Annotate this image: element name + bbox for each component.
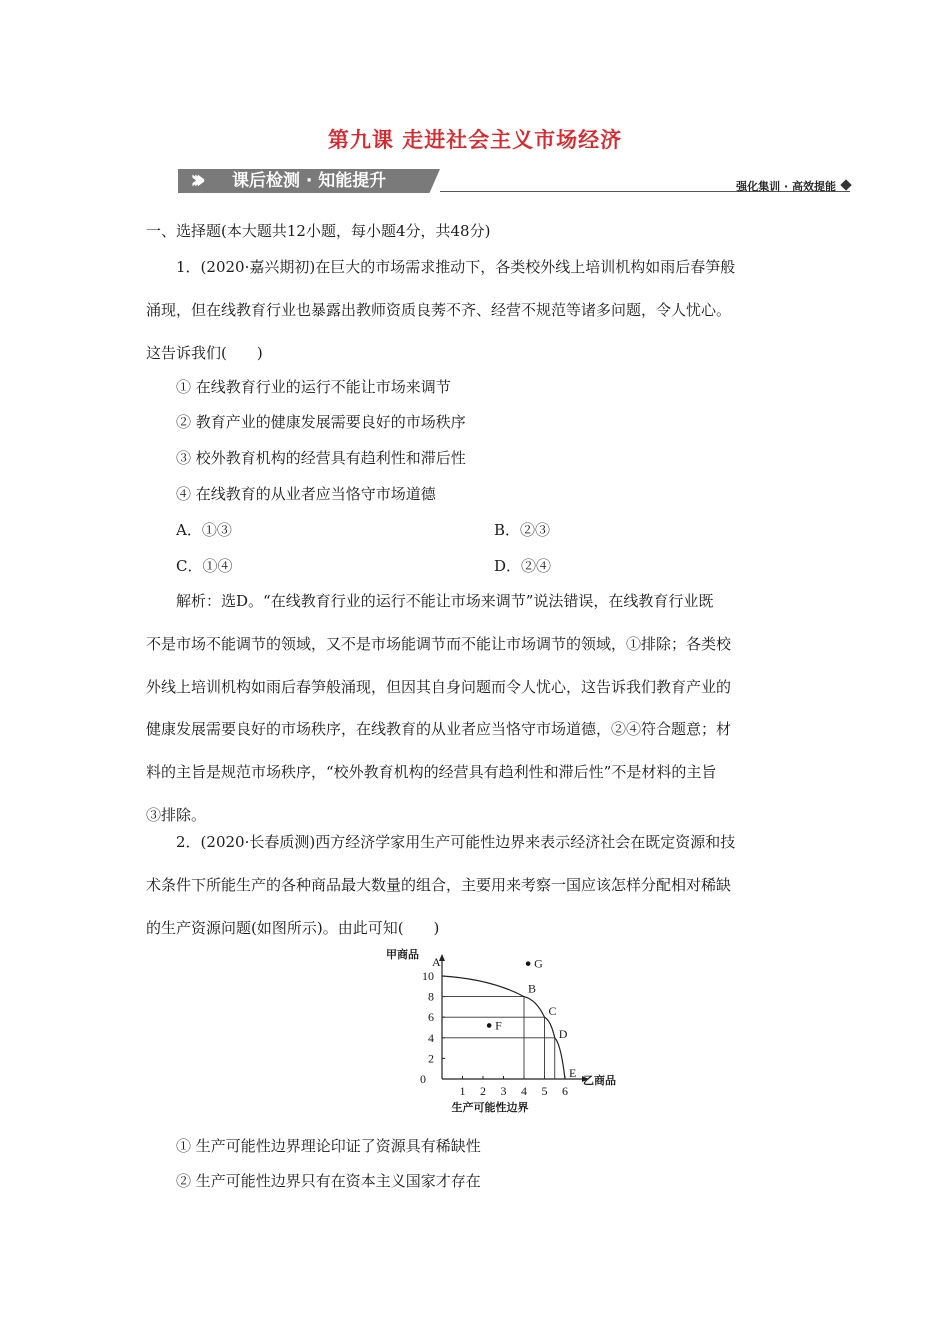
chart-caption: 生产可能性边界 (451, 1101, 529, 1114)
q2-line-3: 的生产资源问题(如图所示)。由此可知( ) (146, 919, 440, 937)
banner-left-text: 课后检测 · 知能提升 (232, 171, 387, 191)
q2-item-2: ② 生产可能性边界只有在资本主义国家才存在 (176, 1172, 481, 1190)
point-label-g: G (534, 956, 543, 971)
ppf-svg (380, 940, 616, 1114)
q1-item-3: ③ 校外教育机构的经营具有趋利性和滞后性 (176, 449, 466, 467)
q1-option-d: D．②④ (494, 557, 552, 575)
y-axis-title: 甲商品 (386, 948, 419, 961)
point-label-c: C (548, 1004, 557, 1019)
origin-label: 0 (420, 1072, 426, 1086)
x-tick-label: 5 (541, 1084, 548, 1098)
point-label-d: D (558, 1026, 568, 1041)
q1-item-2: ② 教育产业的健康发展需要良好的市场秩序 (176, 413, 466, 431)
x-tick-label: 3 (500, 1084, 507, 1098)
x-tick-label: 6 (562, 1084, 568, 1098)
chevron-right-icon: ››› (190, 165, 199, 195)
point-g (526, 961, 531, 966)
q1-analysis-5: 料的主旨是规范市场秩序，“校外教育机构的经营具有趋利性和滞后性”不是材料的主旨 (146, 763, 717, 781)
x-axis-title: 乙商品 (583, 1074, 616, 1087)
q1-analysis-6: ③排除。 (146, 806, 207, 824)
y-tick-label: 4 (428, 1030, 434, 1045)
q2-line-2: 术条件下所能生产的各种商品最大数量的组合，主要用来考察一国应该怎样分配相对稀缺 (146, 876, 732, 894)
q1-item-1: ① 在线教育行业的运行不能让市场来调节 (176, 378, 451, 396)
q1-option-c: C．①④ (176, 557, 233, 575)
ppf-chart (380, 940, 616, 1114)
point-f (487, 1023, 492, 1028)
q1-analysis-3: 外线上培训机构如雨后春笋般涌现，但因其自身问题而令人忧心，这告诉我们教育产业的 (146, 678, 732, 696)
diamond-icon (840, 179, 851, 190)
y-tick-label: 8 (428, 989, 434, 1004)
section-heading: 一、选择题(本大题共12小题，每小题4分，共48分) (146, 222, 491, 240)
q2-item-1: ① 生产可能性边界理论印证了资源具有稀缺性 (176, 1137, 481, 1155)
point-label-b: B (528, 981, 537, 996)
ppf-curve (442, 976, 565, 1079)
point-label-f: F (495, 1018, 502, 1033)
page-title: 第九课 走进社会主义市场经济 (327, 128, 623, 152)
q1-line-2: 涌现，但在线教育行业也暴露出教师资质良莠不齐、经营不规范等诸多问题，令人忧心。 (146, 301, 732, 319)
y-tick-label: 10 (422, 969, 434, 983)
q2-line-1: 2．(2020·长春质测)西方经济学家用生产可能性边界来表示经济社会在既定资源和技 (176, 833, 736, 851)
point-label-e: E (569, 1066, 577, 1080)
section-banner (178, 166, 850, 196)
y-tick-label: 2 (428, 1051, 434, 1066)
q1-analysis-1: 解析：选D。“在线教育行业的运行不能让市场来调节”说法错误，在线教育行业既 (176, 592, 714, 610)
q1-analysis-4: 健康发展需要良好的市场秩序，在线教育的从业者应当恪守市场道德，②④符合题意；材 (146, 720, 732, 738)
x-tick-label: 4 (521, 1084, 527, 1098)
banner-right-text: 强化集训 · 高效提能 (736, 180, 836, 193)
q1-option-a: A．①③ (176, 521, 232, 539)
point-label-a: A (432, 955, 441, 969)
q1-option-b: B．②③ (494, 521, 551, 539)
y-tick-label: 6 (428, 1010, 434, 1025)
q1-item-4: ④ 在线教育的从业者应当恪守市场道德 (176, 485, 436, 503)
q1-line-1: 1．(2020·嘉兴期初)在巨大的市场需求推动下，各类校外线上培训机构如雨后春笋般 (176, 258, 736, 276)
q1-line-3: 这告诉我们( ) (146, 344, 263, 362)
x-tick-label: 2 (480, 1084, 486, 1098)
q1-analysis-2: 不是市场不能调节的领域，又不是市场能调节而不能让市场调节的领域，①排除；各类校 (146, 635, 732, 653)
x-tick-label: 1 (459, 1084, 466, 1098)
